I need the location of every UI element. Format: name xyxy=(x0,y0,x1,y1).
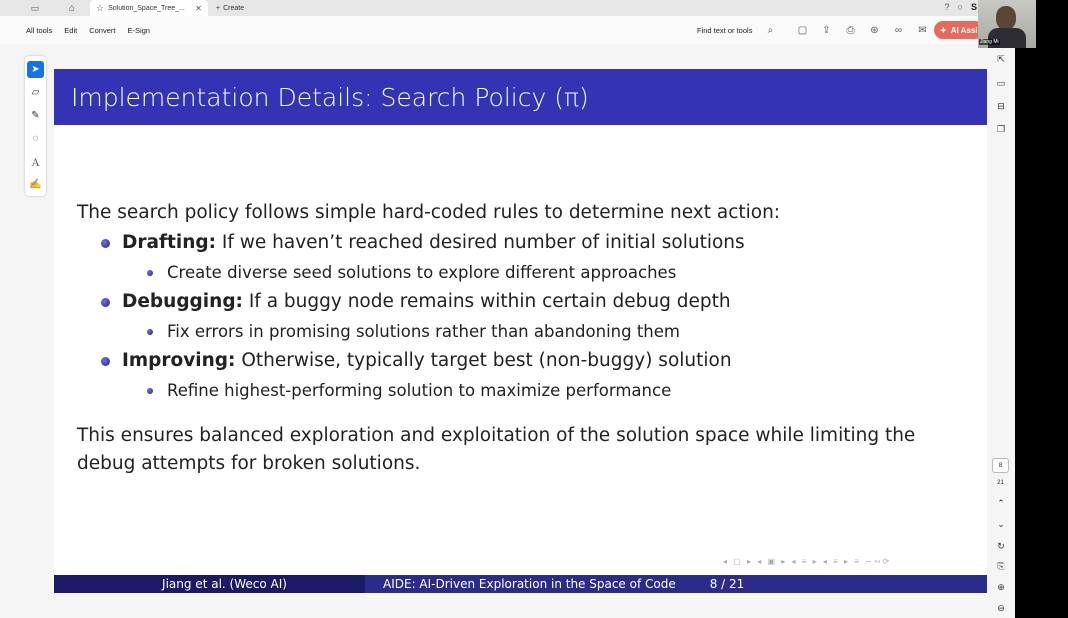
pages-icon[interactable]: ❐ xyxy=(996,123,1006,134)
save-icon[interactable]: ▢ xyxy=(797,24,808,36)
bullet-drafting xyxy=(77,228,957,258)
webcam-overlay xyxy=(978,0,1036,48)
tab-document-title: Solution_Space_Tree_... xyxy=(108,4,185,12)
toolbar-right xyxy=(697,16,928,44)
tab-bar xyxy=(0,0,1015,16)
footer-title: AIDE: AI-Driven Exploration in the Space of Code xyxy=(383,577,676,591)
export-pdf-icon[interactable]: ⇱ xyxy=(997,53,1005,64)
share-icon[interactable]: ⊛ xyxy=(870,24,879,36)
bullet-text: Otherwise, typically target best (non-buggy) solution xyxy=(235,350,732,371)
window-icon[interactable]: ▭ xyxy=(30,2,40,13)
slide-body xyxy=(77,198,957,478)
pen-tool-icon[interactable]: ✎ xyxy=(31,110,40,121)
slide-title: Implementation Details: Search Policy (π) xyxy=(54,69,987,125)
page-number-input[interactable]: 8 xyxy=(992,458,1009,473)
select-tool-icon[interactable]: ➤ xyxy=(27,61,44,78)
sub-bullet-debugging: Fix errors in promising solutions rather than abandoning them xyxy=(77,317,957,346)
ai-assistant-label: AI Assi xyxy=(950,25,978,35)
page-up-icon[interactable]: ⌃ xyxy=(997,497,1005,508)
rotate-icon[interactable]: ↻ xyxy=(997,540,1005,551)
zoom-out-icon[interactable]: ⊖ xyxy=(997,602,1005,613)
slide-footer xyxy=(54,575,987,593)
ai-assistant-button[interactable] xyxy=(934,21,984,39)
slide-intro: The search policy follows simple hard-coded rules to determine next action: xyxy=(77,202,781,223)
page-total: 21 xyxy=(997,480,1004,486)
upload-icon[interactable]: ⇪ xyxy=(822,24,831,36)
presenter-head xyxy=(996,6,1016,30)
create-button[interactable] xyxy=(216,5,244,12)
create-label: Create xyxy=(223,4,245,12)
comment-tool-icon[interactable]: ▱ xyxy=(31,87,40,98)
bullet-text: If a buggy node remains within certain debug depth xyxy=(242,291,731,312)
help-icon[interactable]: ? xyxy=(944,2,950,12)
notification-icon[interactable]: ○ xyxy=(957,2,963,12)
left-tool-rail xyxy=(25,56,46,196)
beamer-nav-symbols[interactable]: ◂ ▢ ▸ ◂ ▣ ▸ ◂ ≡ ▸ ◂ ≡ ▸ ≡ ∽∾⟳ xyxy=(723,557,892,566)
bullet-text: If we haven’t reached desired number of initial solutions xyxy=(216,232,745,253)
print-icon[interactable]: ⎙ xyxy=(846,24,855,36)
menu-all-tools[interactable]: All tools xyxy=(26,25,53,35)
sign-tool-icon[interactable]: ✍ xyxy=(29,179,42,190)
bullet-label: Improving: xyxy=(122,350,236,371)
email-icon[interactable]: ✉ xyxy=(918,24,927,36)
bullet-improving xyxy=(77,346,957,376)
slide-page xyxy=(54,69,987,593)
screen-background xyxy=(1015,0,1068,618)
search-icon[interactable]: ⌕ xyxy=(767,24,774,36)
footer-title-bar xyxy=(365,575,987,593)
presenter-body xyxy=(988,28,1026,48)
bullet-label: Drafting: xyxy=(122,232,217,253)
footer-page: 8 / 21 xyxy=(709,577,745,591)
tab-document[interactable] xyxy=(90,0,208,16)
star-icon[interactable]: ☆ xyxy=(96,2,105,13)
save-page-icon[interactable]: ⎘ xyxy=(997,560,1005,571)
page-down-icon[interactable]: ⌄ xyxy=(997,518,1005,529)
menu-convert[interactable]: Convert xyxy=(89,25,116,35)
plus-icon: + xyxy=(216,4,221,12)
sub-bullet-drafting: Create diverse seed solutions to explore different approaches xyxy=(77,258,957,287)
find-tools-label[interactable]: Find text or tools xyxy=(697,25,753,35)
comment-icon[interactable]: ▭ xyxy=(996,77,1006,88)
text-select-tool-icon[interactable]: Ａ xyxy=(30,158,41,169)
menu-e-sign[interactable]: E-Sign xyxy=(127,25,150,35)
zoom-in-icon[interactable]: ⊕ xyxy=(997,581,1005,592)
close-icon[interactable]: ✕ xyxy=(195,3,202,13)
menu-edit[interactable]: Edit xyxy=(64,25,78,35)
home-icon[interactable]: ⌂ xyxy=(68,2,76,14)
bullet-label: Debugging: xyxy=(122,291,243,312)
link-icon[interactable]: ∞ xyxy=(894,24,903,36)
slide-closing: This ensures balanced exploration and exploitation of the solution space while limiting the debug attempts for broken solutions. xyxy=(77,425,916,474)
bookmark-icon[interactable]: ⊟ xyxy=(997,100,1005,111)
sub-bullet-improving: Refine highest-performing solution to maximize performance xyxy=(77,376,957,405)
tabbar-right-controls xyxy=(945,2,977,12)
footer-author: Jiang et al. (Weco AI) xyxy=(54,575,365,593)
account-avatar[interactable]: S xyxy=(970,2,977,12)
right-rail xyxy=(988,44,1015,618)
presenter-name: Jiang Mi xyxy=(980,39,999,45)
menu-bar xyxy=(0,16,1015,44)
ai-assistant-icon: ✦ xyxy=(940,25,947,35)
lasso-tool-icon[interactable]: ◌ xyxy=(32,133,39,144)
bullet-debugging xyxy=(77,287,957,317)
